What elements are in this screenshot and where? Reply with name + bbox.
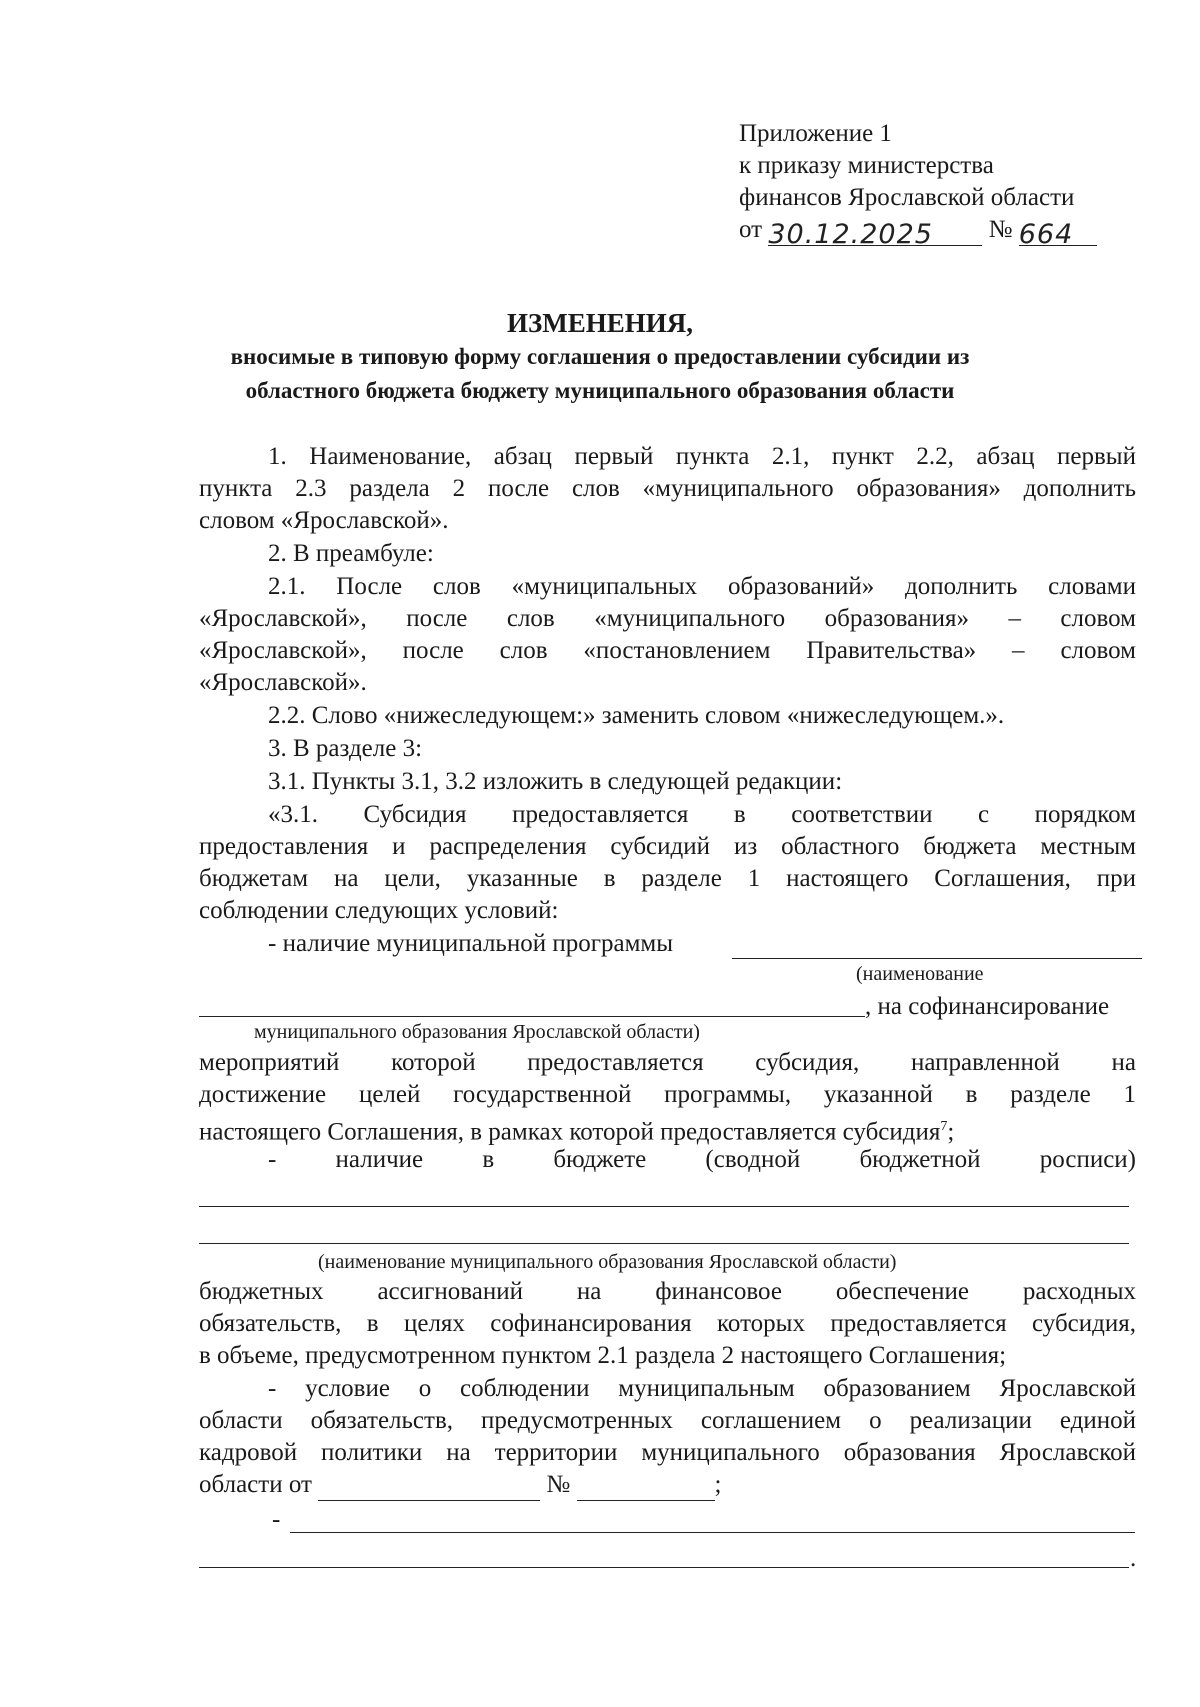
order-date-line [739, 214, 1097, 250]
order-reference: к приказу министерства [739, 152, 994, 179]
paragraph-2-2: 2.2. Слово «нижеследующем:» заменить словом «нижеследующем.». [268, 702, 1005, 729]
condition-3-line-3: кадровой политики на территории муниципального образования Ярославской [199, 1439, 1136, 1466]
condition-2-line-2: бюджетных ассигнований на финансовое обеспечение расходных [199, 1278, 1136, 1305]
condition-1-line-3: мероприятий которой предоставляется субсидия, направленной на [199, 1049, 1136, 1076]
paragraph-2-1-line-3: «Ярославской», после слов «постановлением Правительства» – словом [199, 637, 1136, 664]
paragraph-2-1-line-4: «Ярославской». [199, 669, 367, 696]
condition-1-line-4: достижение целей государственной программы, указанной в разделе 1 [199, 1081, 1136, 1108]
condition-4-dash: - [272, 1506, 281, 1533]
number-label: № [988, 216, 1013, 243]
document-title: ИЗМЕНЕНИЯ, [506, 308, 693, 338]
subtitle-line-2: областного бюджета бюджету муниципального образования области [245, 378, 955, 403]
quote-line-3: бюджетам на цели, указанные в разделе 1 настоящего Соглашения, при [199, 865, 1136, 892]
condition-3-line-1: - условие о соблюдении муниципальным образованием Ярославской [268, 1375, 1136, 1402]
condition-1-line-5-text: настоящего Соглашения, в рамках которой предоставляется субсидия [199, 1118, 941, 1146]
quote-line-2: предоставления и распределения субсидий из областного бюджета местным [199, 833, 1136, 860]
condition-1-line-5-end: ; [947, 1118, 955, 1146]
paragraph-1-line-2: пункта 2.3 раздела 2 после слов «муниципального образования» дополнить [199, 475, 1136, 502]
budget-blank-1 [199, 1206, 1129, 1207]
paragraph-2: 2. В преамбуле: [268, 540, 434, 567]
handwritten-date: 30.12.2025 [768, 219, 933, 250]
ministry-name: финансов Ярославской области [739, 184, 1075, 211]
condition-2-line-1: - наличие в бюджете (сводной бюджетной росписи) [268, 1146, 1136, 1173]
paragraph-2-1-line-2: «Ярославской», после слов «муниципального образования» – словом [199, 605, 1136, 632]
hint-municipality: муниципального образования Ярославской области) [254, 1021, 700, 1043]
paragraph-3-1: 3.1. Пункты 3.1, 3.2 изложить в следующей редакции: [268, 768, 843, 795]
condition-2-line-4: в объеме, предусмотренном пунктом 2.1 раздела 2 настоящего Соглашения; [199, 1342, 1007, 1369]
condition-3-number-label: № [546, 1471, 571, 1498]
hint-budget-municipality: (наименование муниципального образования Ярославской области) [318, 1251, 897, 1273]
quote-line-1: «3.1. Субсидия предоставляется в соответствии с порядком [268, 801, 1136, 828]
subtitle-line-1: вносимые в типовую форму соглашения о предоставлении субсидии из [230, 344, 970, 369]
budget-blank-2 [199, 1243, 1129, 1244]
footnote-marker: 7 [940, 1119, 948, 1134]
agreement-number-blank [577, 1474, 715, 1501]
condition-3-end: ; [714, 1471, 722, 1498]
condition-1-line-5 [199, 1111, 954, 1148]
appendix-label: Приложение 1 [739, 120, 892, 147]
condition-1-line-2-end: , на софинансирование [865, 993, 1110, 1020]
condition-1-line-1: - наличие муниципальной программы [268, 930, 674, 957]
condition-3-from: области от [199, 1471, 312, 1498]
handwritten-number: 664 [1018, 219, 1074, 250]
municipality-name-blank [199, 1016, 865, 1017]
date-field [768, 219, 982, 250]
paragraph-3: 3. В разделе 3: [268, 735, 423, 762]
condition-3-line-4 [199, 1469, 721, 1501]
paragraph-1-line-3: словом «Ярославской». [199, 507, 449, 534]
condition-4-blank-1 [290, 1532, 1135, 1533]
condition-4-blank-2 [199, 1567, 1129, 1568]
quote-line-4: соблюдении следующих условий: [199, 897, 559, 924]
hint-name: (наименование [856, 963, 984, 985]
condition-4-end: . [1130, 1545, 1137, 1572]
condition-3-line-2: области обязательств, предусмотренных соглашением о реализации единой [199, 1407, 1136, 1434]
paragraph-1-line-1: 1. Наименование, абзац первый пункта 2.1, пункт 2.2, абзац первый [268, 443, 1136, 470]
agreement-date-blank [318, 1474, 540, 1501]
number-field [1018, 219, 1097, 250]
program-name-blank [732, 958, 1142, 959]
from-label: от [739, 216, 763, 243]
paragraph-2-1-line-1: 2.1. После слов «муниципальных образований» дополнить словами [268, 573, 1136, 600]
condition-2-line-3: обязательств, в целях софинансирования которых предоставляется субсидия, [199, 1310, 1136, 1337]
